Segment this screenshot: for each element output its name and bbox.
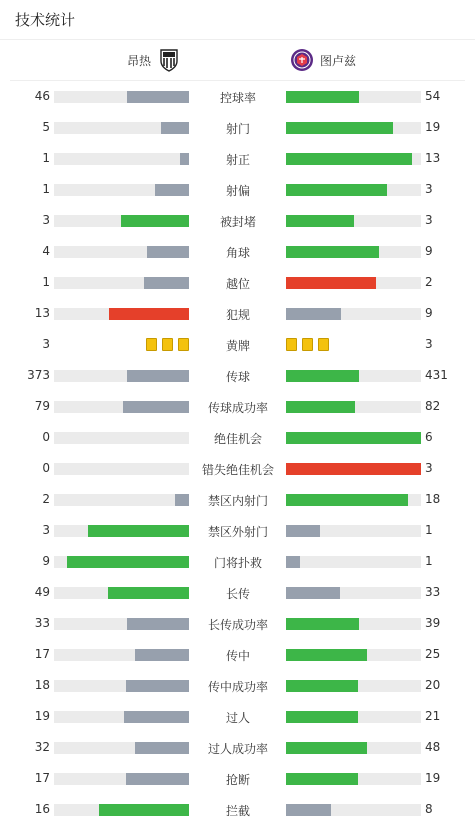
home-bar-fill xyxy=(67,556,189,568)
away-bar-fill xyxy=(286,153,412,165)
stat-row xyxy=(0,732,475,763)
away-bar-fill xyxy=(286,711,358,723)
away-team[interactable] xyxy=(290,48,356,72)
home-yellow-cards xyxy=(146,338,189,351)
home-bar-track xyxy=(54,804,189,816)
home-bar-fill xyxy=(175,494,189,506)
home-value: 4 xyxy=(42,244,50,258)
stat-row xyxy=(0,112,475,143)
home-value: 3 xyxy=(42,213,50,227)
away-bar-fill xyxy=(286,742,367,754)
away-bar-track xyxy=(286,556,421,568)
away-bar-track xyxy=(286,649,421,661)
away-bar-track xyxy=(286,463,421,475)
home-bar-fill xyxy=(126,680,189,692)
home-value: 16 xyxy=(34,802,50,816)
home-value: 0 xyxy=(42,461,50,475)
stat-label: 传球成功率 xyxy=(207,401,268,415)
away-bar-fill xyxy=(286,91,359,103)
away-value: 25 xyxy=(425,647,441,661)
stat-row xyxy=(0,267,475,298)
away-bar-track xyxy=(286,246,421,258)
away-value: 48 xyxy=(425,740,441,754)
home-bar-track xyxy=(54,525,189,537)
away-bar-track xyxy=(286,153,421,165)
away-team-name: 图卢兹 xyxy=(320,53,357,68)
stat-label: 射正 xyxy=(225,153,250,167)
stat-row xyxy=(0,236,475,267)
stat-label: 被封堵 xyxy=(219,215,256,229)
away-bar-track xyxy=(286,618,421,630)
home-value: 79 xyxy=(34,399,50,413)
away-bar-fill xyxy=(286,773,358,785)
stat-label: 绝佳机会 xyxy=(213,432,262,446)
away-bar-track xyxy=(286,432,421,444)
stat-row xyxy=(0,608,475,639)
home-bar-track xyxy=(54,153,189,165)
home-bar-fill xyxy=(121,215,189,227)
home-bar-fill xyxy=(147,246,189,258)
home-value: 17 xyxy=(34,647,50,661)
stat-label: 越位 xyxy=(225,277,250,291)
away-value: 19 xyxy=(425,120,441,134)
home-bar-fill xyxy=(126,773,189,785)
away-value: 39 xyxy=(425,616,441,630)
home-value: 2 xyxy=(42,492,50,506)
away-value: 3 xyxy=(425,337,433,351)
away-value: 13 xyxy=(425,151,441,165)
away-yellow-cards xyxy=(286,338,329,351)
home-value: 17 xyxy=(34,771,50,785)
stat-row xyxy=(0,298,475,329)
away-bar-fill xyxy=(286,494,408,506)
away-bar-fill xyxy=(286,556,300,568)
home-value: 1 xyxy=(42,182,50,196)
yellow-card-icon xyxy=(318,338,329,351)
home-value: 19 xyxy=(34,709,50,723)
away-bar-track xyxy=(286,91,421,103)
stat-row xyxy=(0,639,475,670)
away-value: 6 xyxy=(425,430,433,444)
stat-row xyxy=(0,670,475,701)
page-title: 技术统计 xyxy=(15,11,76,29)
away-bar-fill xyxy=(286,463,421,475)
stat-label: 射门 xyxy=(225,122,250,136)
yellow-card-icon xyxy=(178,338,189,351)
away-bar-fill xyxy=(286,649,367,661)
home-value: 0 xyxy=(42,430,50,444)
away-bar-fill xyxy=(286,215,354,227)
stat-label: 拦截 xyxy=(225,804,250,818)
home-value: 1 xyxy=(42,151,50,165)
stat-label: 错失绝佳机会 xyxy=(201,463,274,477)
away-bar-track xyxy=(286,184,421,196)
away-bar-fill xyxy=(286,370,359,382)
stat-row xyxy=(0,81,475,112)
stat-label: 射偏 xyxy=(225,184,250,198)
stat-row xyxy=(0,143,475,174)
teams-bar xyxy=(10,40,465,81)
home-value: 49 xyxy=(34,585,50,599)
away-bar-track xyxy=(286,277,421,289)
home-bar-track xyxy=(54,308,189,320)
home-bar-track xyxy=(54,556,189,568)
away-value: 2 xyxy=(425,275,433,289)
away-value: 3 xyxy=(425,182,433,196)
home-bar-track xyxy=(54,711,189,723)
stat-row xyxy=(0,205,475,236)
home-bar-fill xyxy=(124,711,189,723)
home-bar-fill xyxy=(127,618,189,630)
home-bar-track xyxy=(54,184,189,196)
home-value: 5 xyxy=(42,120,50,134)
away-value: 3 xyxy=(425,213,433,227)
stat-label: 抢断 xyxy=(225,773,250,787)
home-bar-fill xyxy=(161,122,189,134)
home-bar-track xyxy=(54,122,189,134)
stat-row xyxy=(0,360,475,391)
home-value: 33 xyxy=(34,616,50,630)
home-value: 32 xyxy=(34,740,50,754)
stat-label: 长传成功率 xyxy=(207,618,268,632)
away-bar-track xyxy=(286,525,421,537)
away-value: 19 xyxy=(425,771,441,785)
away-bar-fill xyxy=(286,804,331,816)
home-bar-track xyxy=(54,494,189,506)
home-bar-track xyxy=(54,215,189,227)
stat-row xyxy=(0,329,475,360)
stat-row xyxy=(0,546,475,577)
stat-row xyxy=(0,422,475,453)
away-value: 54 xyxy=(425,89,441,103)
away-bar-track xyxy=(286,773,421,785)
home-bar-fill xyxy=(127,91,189,103)
home-bar-track xyxy=(54,463,189,475)
away-bar-fill xyxy=(286,122,393,134)
stat-label: 过人成功率 xyxy=(207,742,268,756)
home-value: 3 xyxy=(42,337,50,351)
home-bar-fill xyxy=(127,370,189,382)
away-bar-track xyxy=(286,711,421,723)
stat-row xyxy=(0,794,475,825)
stats-header xyxy=(0,0,475,40)
away-value: 9 xyxy=(425,244,433,258)
home-bar-track xyxy=(54,649,189,661)
away-bar-fill xyxy=(286,432,421,444)
home-bar-fill xyxy=(108,587,189,599)
stat-label: 禁区内射门 xyxy=(207,494,268,508)
home-bar-track xyxy=(54,401,189,413)
away-value: 1 xyxy=(425,523,433,537)
home-value: 1 xyxy=(42,275,50,289)
home-bar-fill xyxy=(144,277,189,289)
home-bar-track xyxy=(54,246,189,258)
stat-row xyxy=(0,484,475,515)
away-bar-fill xyxy=(286,184,387,196)
home-value: 13 xyxy=(34,306,50,320)
home-bar-track xyxy=(54,370,189,382)
home-bar-track xyxy=(54,91,189,103)
home-bar-track xyxy=(54,773,189,785)
stat-label: 长传 xyxy=(225,587,250,601)
home-bar-track xyxy=(54,432,189,444)
away-bar-fill xyxy=(286,401,355,413)
toulouse-crest-icon xyxy=(290,48,314,72)
away-value: 1 xyxy=(425,554,433,568)
home-bar-track xyxy=(54,277,189,289)
stat-label: 犯规 xyxy=(225,308,250,322)
yellow-card-icon xyxy=(302,338,313,351)
stat-label: 禁区外射门 xyxy=(207,525,268,539)
away-bar-track xyxy=(286,804,421,816)
stat-label: 传中成功率 xyxy=(207,680,268,694)
away-bar-track xyxy=(286,370,421,382)
home-team[interactable] xyxy=(127,48,181,72)
stat-row xyxy=(0,701,475,732)
away-bar-fill xyxy=(286,277,376,289)
away-bar-fill xyxy=(286,587,340,599)
stat-label: 控球率 xyxy=(219,91,256,105)
home-value: 46 xyxy=(34,89,50,103)
home-bar-fill xyxy=(180,153,189,165)
home-bar-fill xyxy=(99,804,189,816)
stat-row xyxy=(0,515,475,546)
away-value: 33 xyxy=(425,585,441,599)
stat-row xyxy=(0,763,475,794)
home-bar-track xyxy=(54,618,189,630)
home-value: 9 xyxy=(42,554,50,568)
stat-label: 黄牌 xyxy=(225,339,250,353)
away-bar-track xyxy=(286,742,421,754)
away-bar-fill xyxy=(286,680,358,692)
stat-label: 传球 xyxy=(225,370,250,384)
away-value: 21 xyxy=(425,709,441,723)
home-value: 3 xyxy=(42,523,50,537)
home-bar-fill xyxy=(109,308,189,320)
stat-row xyxy=(0,453,475,484)
away-bar-track xyxy=(286,308,421,320)
away-value: 8 xyxy=(425,802,433,816)
away-bar-track xyxy=(286,494,421,506)
stat-label: 过人 xyxy=(225,711,250,725)
away-bar-track xyxy=(286,587,421,599)
away-value: 82 xyxy=(425,399,441,413)
angers-crest-icon xyxy=(157,48,181,72)
away-bar-fill xyxy=(286,618,359,630)
stat-row xyxy=(0,391,475,422)
home-bar-fill xyxy=(123,401,189,413)
home-bar-track xyxy=(54,587,189,599)
yellow-card-icon xyxy=(286,338,297,351)
away-value: 431 xyxy=(425,368,448,382)
away-value: 9 xyxy=(425,306,433,320)
yellow-card-icon xyxy=(162,338,173,351)
away-bar-track xyxy=(286,680,421,692)
yellow-card-icon xyxy=(146,338,157,351)
home-bar-track xyxy=(54,680,189,692)
away-bar-track xyxy=(286,401,421,413)
stat-label: 传中 xyxy=(225,649,250,663)
away-bar-fill xyxy=(286,525,320,537)
stat-label: 角球 xyxy=(225,246,250,260)
home-bar-fill xyxy=(135,742,189,754)
away-bar-fill xyxy=(286,308,341,320)
away-bar-track xyxy=(286,215,421,227)
home-team-name: 昂热 xyxy=(126,53,151,68)
home-value: 18 xyxy=(34,678,50,692)
stats-list xyxy=(0,81,475,825)
stat-label: 门将扑救 xyxy=(213,556,262,570)
home-bar-fill xyxy=(88,525,189,537)
home-bar-fill xyxy=(135,649,189,661)
away-bar-fill xyxy=(286,246,379,258)
away-value: 18 xyxy=(425,492,441,506)
stat-row xyxy=(0,174,475,205)
away-bar-track xyxy=(286,122,421,134)
stat-row xyxy=(0,577,475,608)
away-value: 3 xyxy=(425,461,433,475)
home-bar-track xyxy=(54,742,189,754)
home-value: 373 xyxy=(27,368,50,382)
home-bar-fill xyxy=(155,184,189,196)
away-value: 20 xyxy=(425,678,441,692)
